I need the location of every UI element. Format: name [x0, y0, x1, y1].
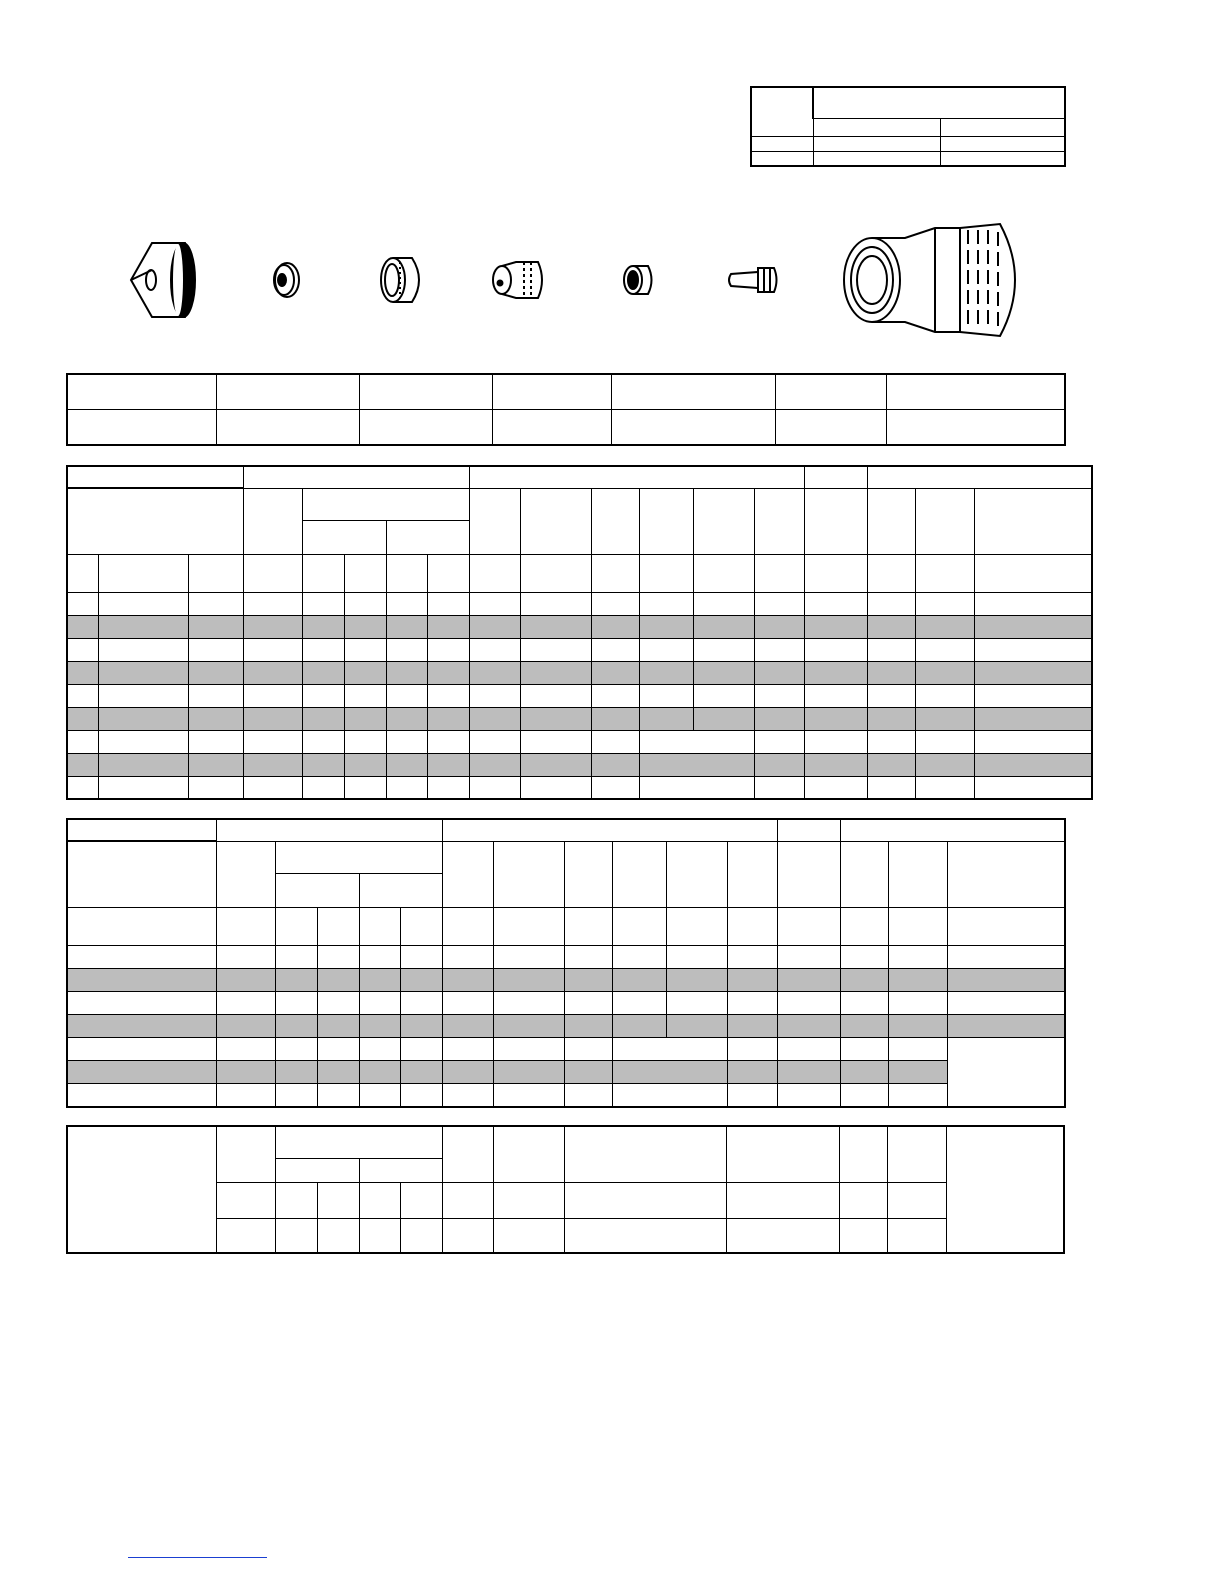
- table-row: [67, 1061, 1065, 1084]
- consumable-parts-illustrations: [0, 0, 1224, 360]
- footer-link-underline[interactable]: [128, 1557, 267, 1558]
- table-row: [67, 592, 1092, 615]
- table-row: [67, 638, 1092, 661]
- table-row: [67, 968, 1065, 991]
- retaining-cap-icon: [624, 266, 652, 294]
- cut-chart-table-1: [66, 465, 1093, 800]
- table-row: [67, 1084, 1065, 1107]
- table-row: [67, 1038, 1065, 1061]
- table-row: [67, 992, 1065, 1015]
- table-row: [67, 730, 1092, 753]
- table-row: [67, 776, 1092, 799]
- nozzle-icon: [381, 258, 419, 302]
- part-number-strip: [66, 373, 1066, 446]
- table-row: [67, 753, 1092, 776]
- table-row: [67, 945, 1065, 968]
- group-header-row: [67, 466, 1092, 488]
- torch-body-icon: [844, 224, 1015, 336]
- table-row: [67, 707, 1092, 730]
- table-row: [67, 661, 1092, 684]
- electrode-icon: [729, 268, 777, 292]
- swirl-ring-icon: [493, 262, 542, 298]
- table-row: [67, 615, 1092, 638]
- table-row: [67, 1015, 1065, 1038]
- table-row: [67, 684, 1092, 707]
- cut-chart-table-2: [66, 818, 1066, 1108]
- bottom-settings-table: [66, 1125, 1065, 1254]
- shield-icon: [131, 243, 195, 317]
- nozzle-retaining-cap-icon: [274, 263, 299, 297]
